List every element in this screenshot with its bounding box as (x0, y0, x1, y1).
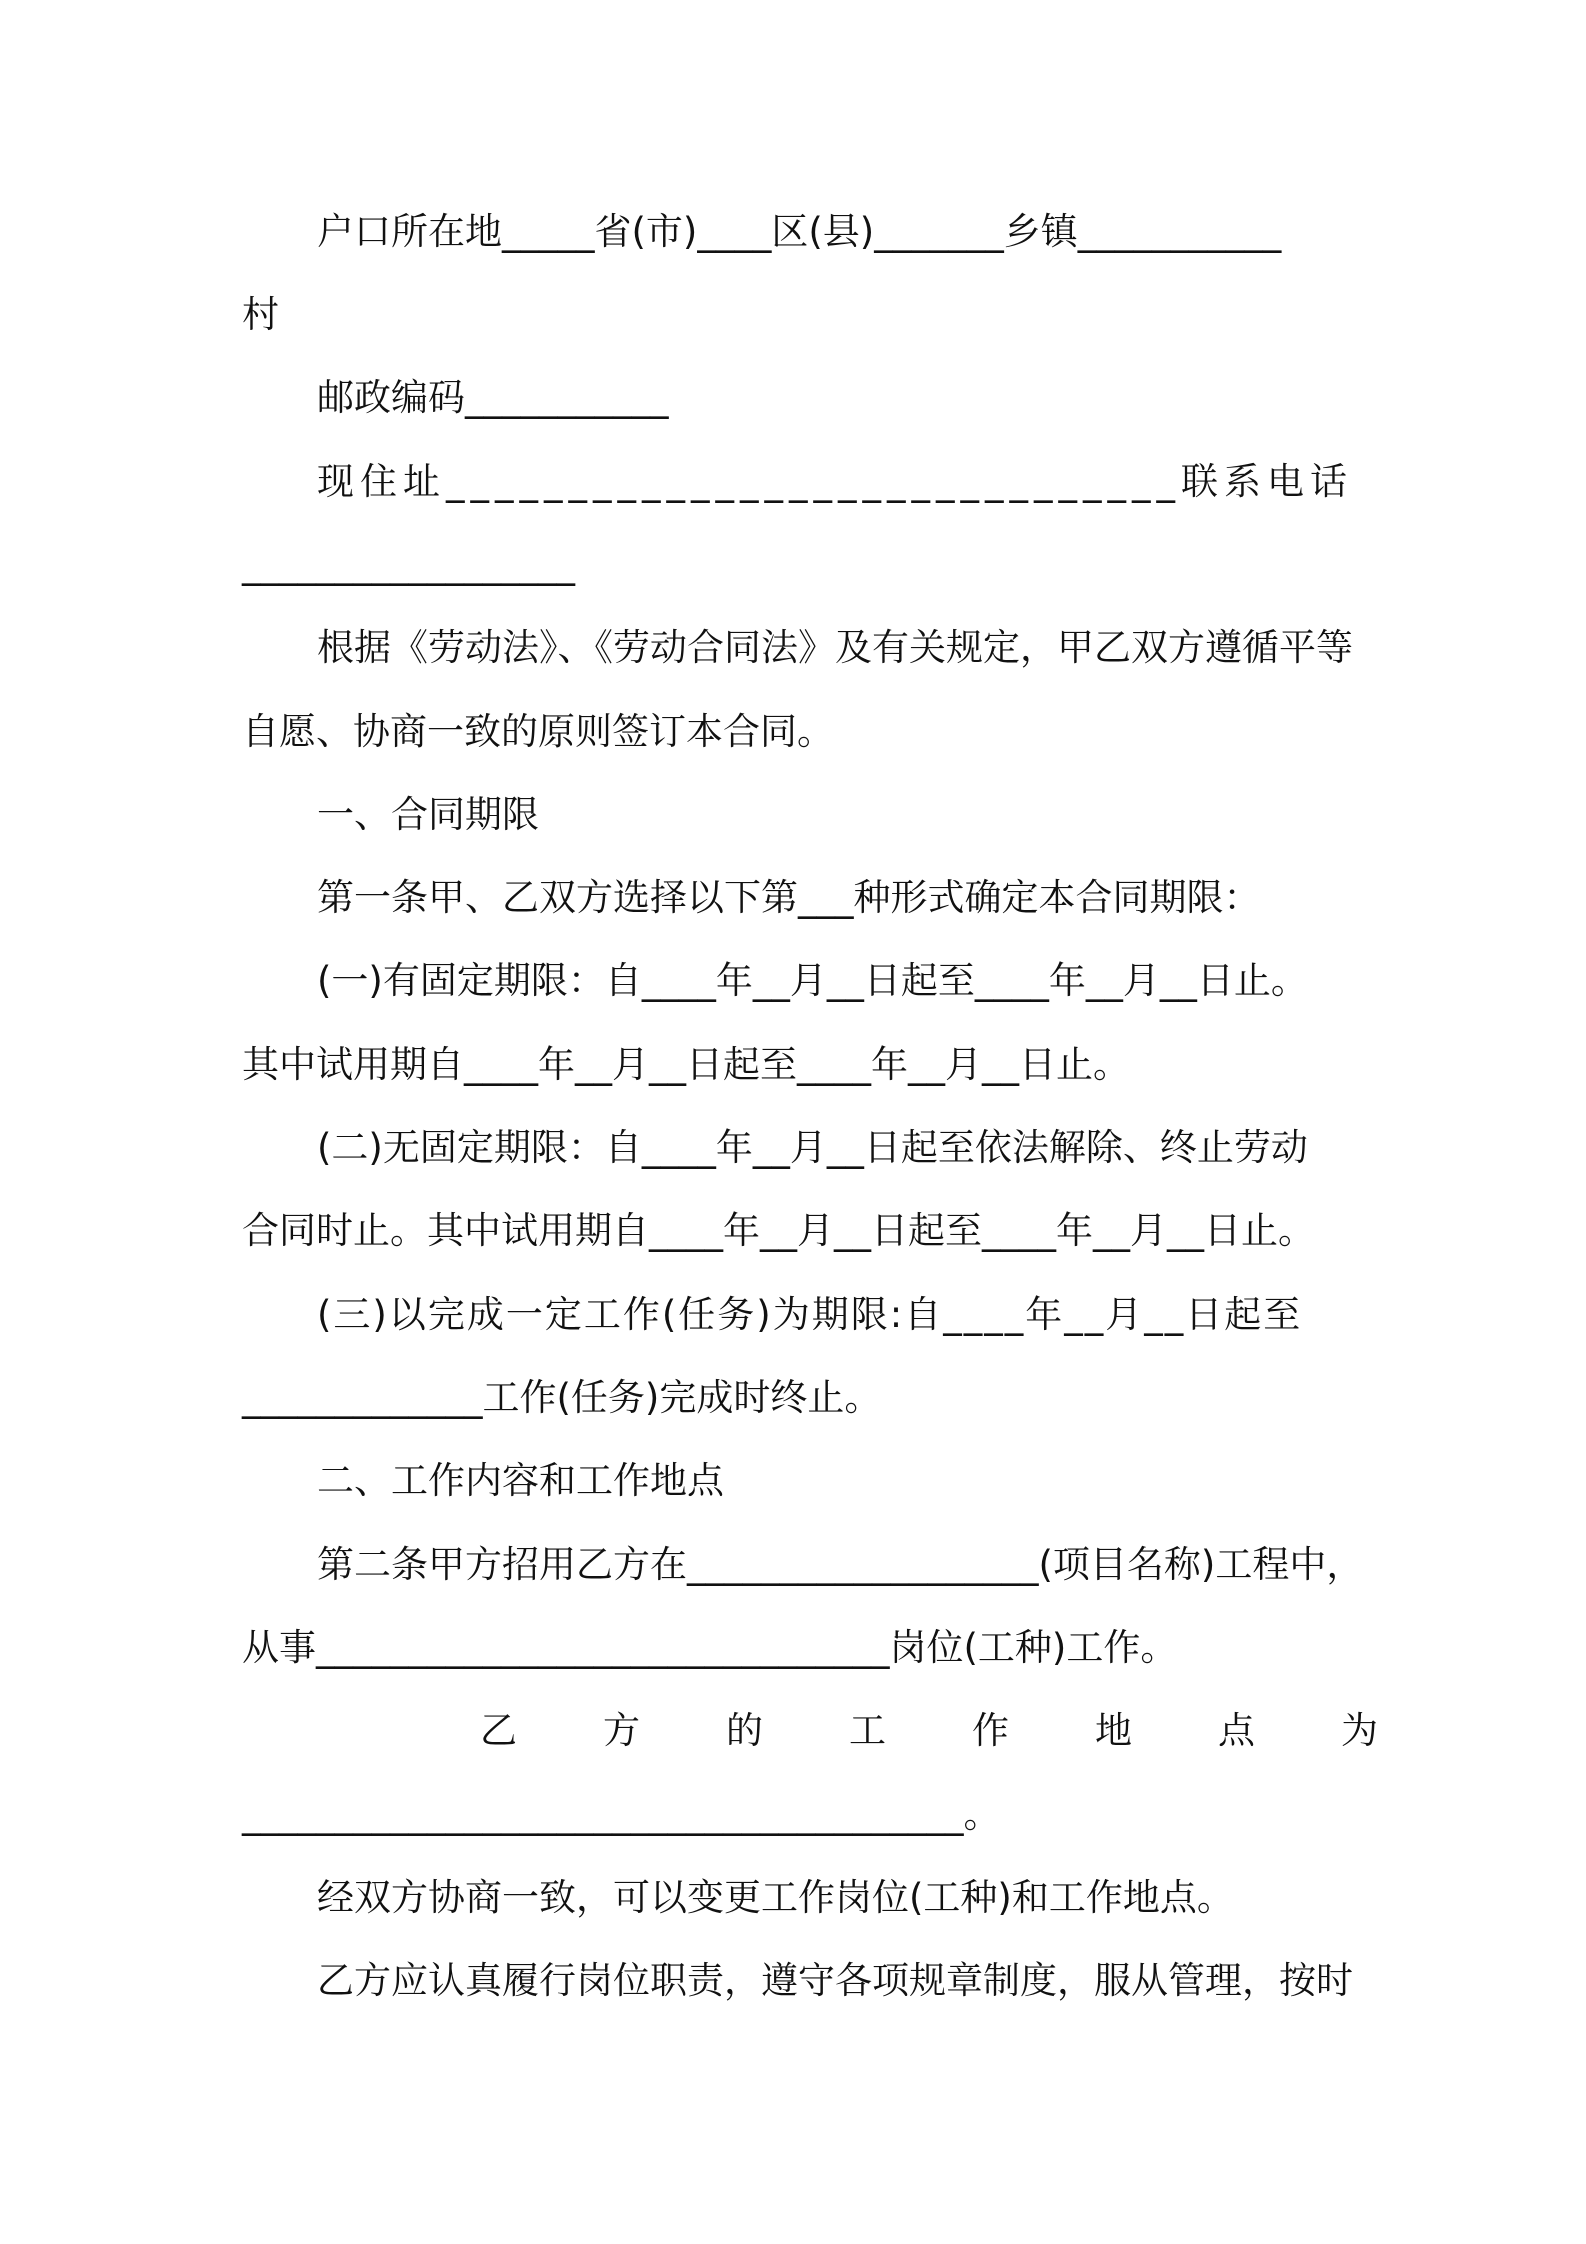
current-address-line: 现住址______________________________联系电话 (317, 460, 1353, 503)
open-term-probation: 合同时止。其中试用期自____年__月__日起至____年__月__日止。 (242, 1209, 1315, 1252)
fixed-term-clause: (一)有固定期限：自____年__月__日起至____年__月__日止。 (317, 959, 1308, 1002)
duties-paragraph: 乙方应认真履行岗位职责，遵守各项规章制度，服从管理，按时 (317, 1959, 1353, 2002)
preamble-paragraph-cont: 自愿、协商一致的原则签订本合同。 (242, 710, 834, 753)
task-term-clause-cont: _____________工作(任务)完成时终止。 (242, 1376, 882, 1419)
section-heading-work-content: 二、工作内容和工作地点 (317, 1459, 724, 1502)
work-location-line: 乙方的工作地点为 (480, 1709, 1464, 1752)
section-heading-contract-term: 一、合同期限 (317, 793, 539, 836)
article-2-paragraph-cont: 从事_______________________________岗位(工种)工作。 (242, 1626, 1178, 1669)
change-agreement-paragraph: 经双方协商一致，可以变更工作岗位(工种)和工作地点。 (317, 1876, 1234, 1919)
phone-blank-line: __________________ (242, 543, 575, 586)
open-term-clause: (二)无固定期限：自____年__月__日起至依法解除、终止劳动 (317, 1126, 1308, 1169)
article-1-paragraph: 第一条甲、乙双方选择以下第___种形式确定本合同期限： (317, 876, 1261, 919)
preamble-paragraph: 根据《劳动法》、《劳动合同法》及有关规定，甲乙双方遵循平等 (317, 626, 1353, 669)
task-term-clause: (三)以完成一定工作(任务)为期限:自____年__月__日起至 (317, 1293, 1303, 1336)
work-location-blank: _______________________________________。 (242, 1793, 1001, 1836)
household-registration-line: 户口所在地_____省(市)____区(县)_______乡镇___________ (317, 210, 1282, 253)
household-registration-line-cont: 村 (242, 293, 279, 336)
article-2-paragraph: 第二条甲方招用乙方在___________________(项目名称)工程中， (317, 1543, 1364, 1586)
fixed-term-probation: 其中试用期自____年__月__日起至____年__月__日止。 (242, 1043, 1130, 1086)
postal-code-line: 邮政编码___________ (317, 376, 669, 419)
